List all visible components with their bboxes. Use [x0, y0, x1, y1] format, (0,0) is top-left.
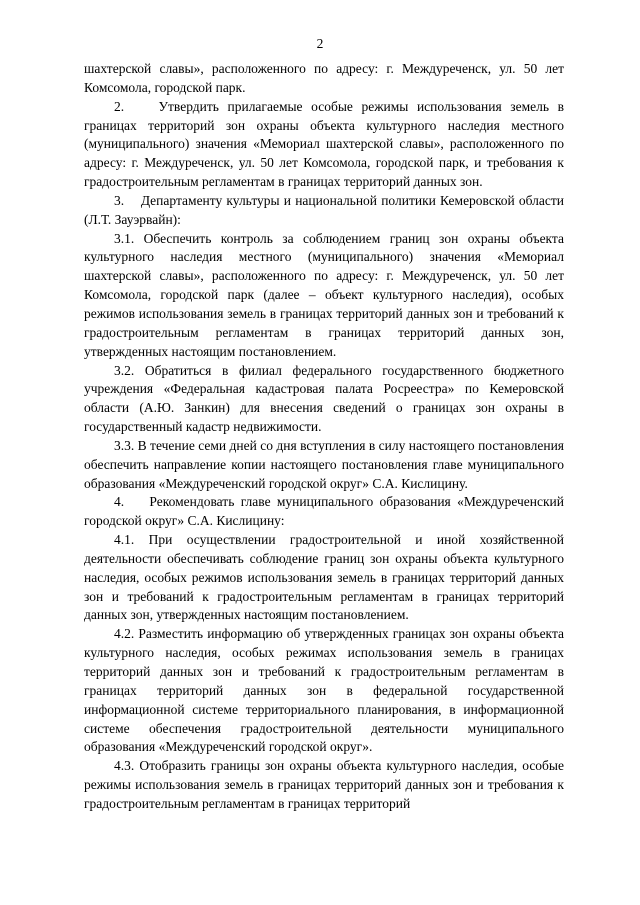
- paragraph-item-4-2: 4.2. Разместить информацию об утвержденных границах зон охраны объекта культурного наследия, особых режимах использования земель в границах территорий данных зон и требований к градостроительным регламентам в границах территорий данных зон в федеральной государственной информационной системе территориального планирования, в информационной системе обеспечения градостроительной деятельности муниципального образования «Междуреченский городской округ».: [84, 626, 564, 755]
- paragraph-item-4: 4. Рекомендовать главе муниципального образования «Междуреченский городской округ» С.А. Кислицину:: [84, 494, 564, 529]
- paragraph-continuation: шахтерской славы», расположенного по адресу: г. Междуреченск, ул. 50 лет Комсомола, городской парк.: [84, 61, 564, 95]
- paragraph-item-3-2: 3.2. Обратиться в филиал федерального государственного бюджетного учреждения «Федеральная кадастровая палата Росреестра» по Кемеровской области (А.Ю. Занкин) для внесения сведений о границах зон охраны в государственный кадастр недвижимости.: [84, 362, 564, 435]
- page-number: 2: [316, 36, 324, 51]
- document-body: [84, 60, 564, 814]
- paragraph-item-4-1: 4.1. При осуществлении градостроительной и иной хозяйственной деятельности обеспечивать соблюдение границ зон охраны объекта культурного наследия, особых режимов использования земель в границах территорий данных зон и требований к градостроительным регламентам в границах территорий данных зон, утвержденных настоящим постановлением.: [84, 532, 564, 623]
- paragraph-item-3-3: 3.3. В течение семи дней со дня вступления в силу настоящего постановления обеспечить направление копии настоящего постановления главе муниципального образования «Междуреченский городской округ» С.А. Кислицину.: [84, 437, 564, 491]
- paragraph-item-3: 3. Департаменту культуры и национальной политики Кемеровской области (Л.Т. Зауэрвайн):: [84, 192, 564, 227]
- paragraph-item-2: 2. Утвердить прилагаемые особые режимы использования земель в границах территорий зон охраны объекта культурного наследия местного (муниципального) значения «Мемориал шахтерской славы», расположенного по адресу: г. Междуреченск, ул. 50 лет Комсомола, городской парк, и требования к градостроительным регламентам в границах территорий данных зон.: [84, 98, 564, 190]
- paragraph-item-4-3: 4.3. Отобразить границы зон охраны объекта культурного наследия, особые режимы использования земель в границах территорий данных зон и требования к градостроительным регламентам в границах территорий: [84, 758, 564, 811]
- paragraph-item-3-1: 3.1. Обеспечить контроль за соблюдением границ зон охраны объекта культурного наследия местного (муниципального) значения «Мемориал шахтерской славы», расположенного по адресу: г. Междуреченск, ул. 50 лет Комсомола, городской парк (далее – объект культурного наследия), особых режимов использования земель в границах территорий данных зон и требований к градостроительным регламентам в границах территорий данных зон, утвержденных настоящим постановлением.: [84, 230, 564, 359]
